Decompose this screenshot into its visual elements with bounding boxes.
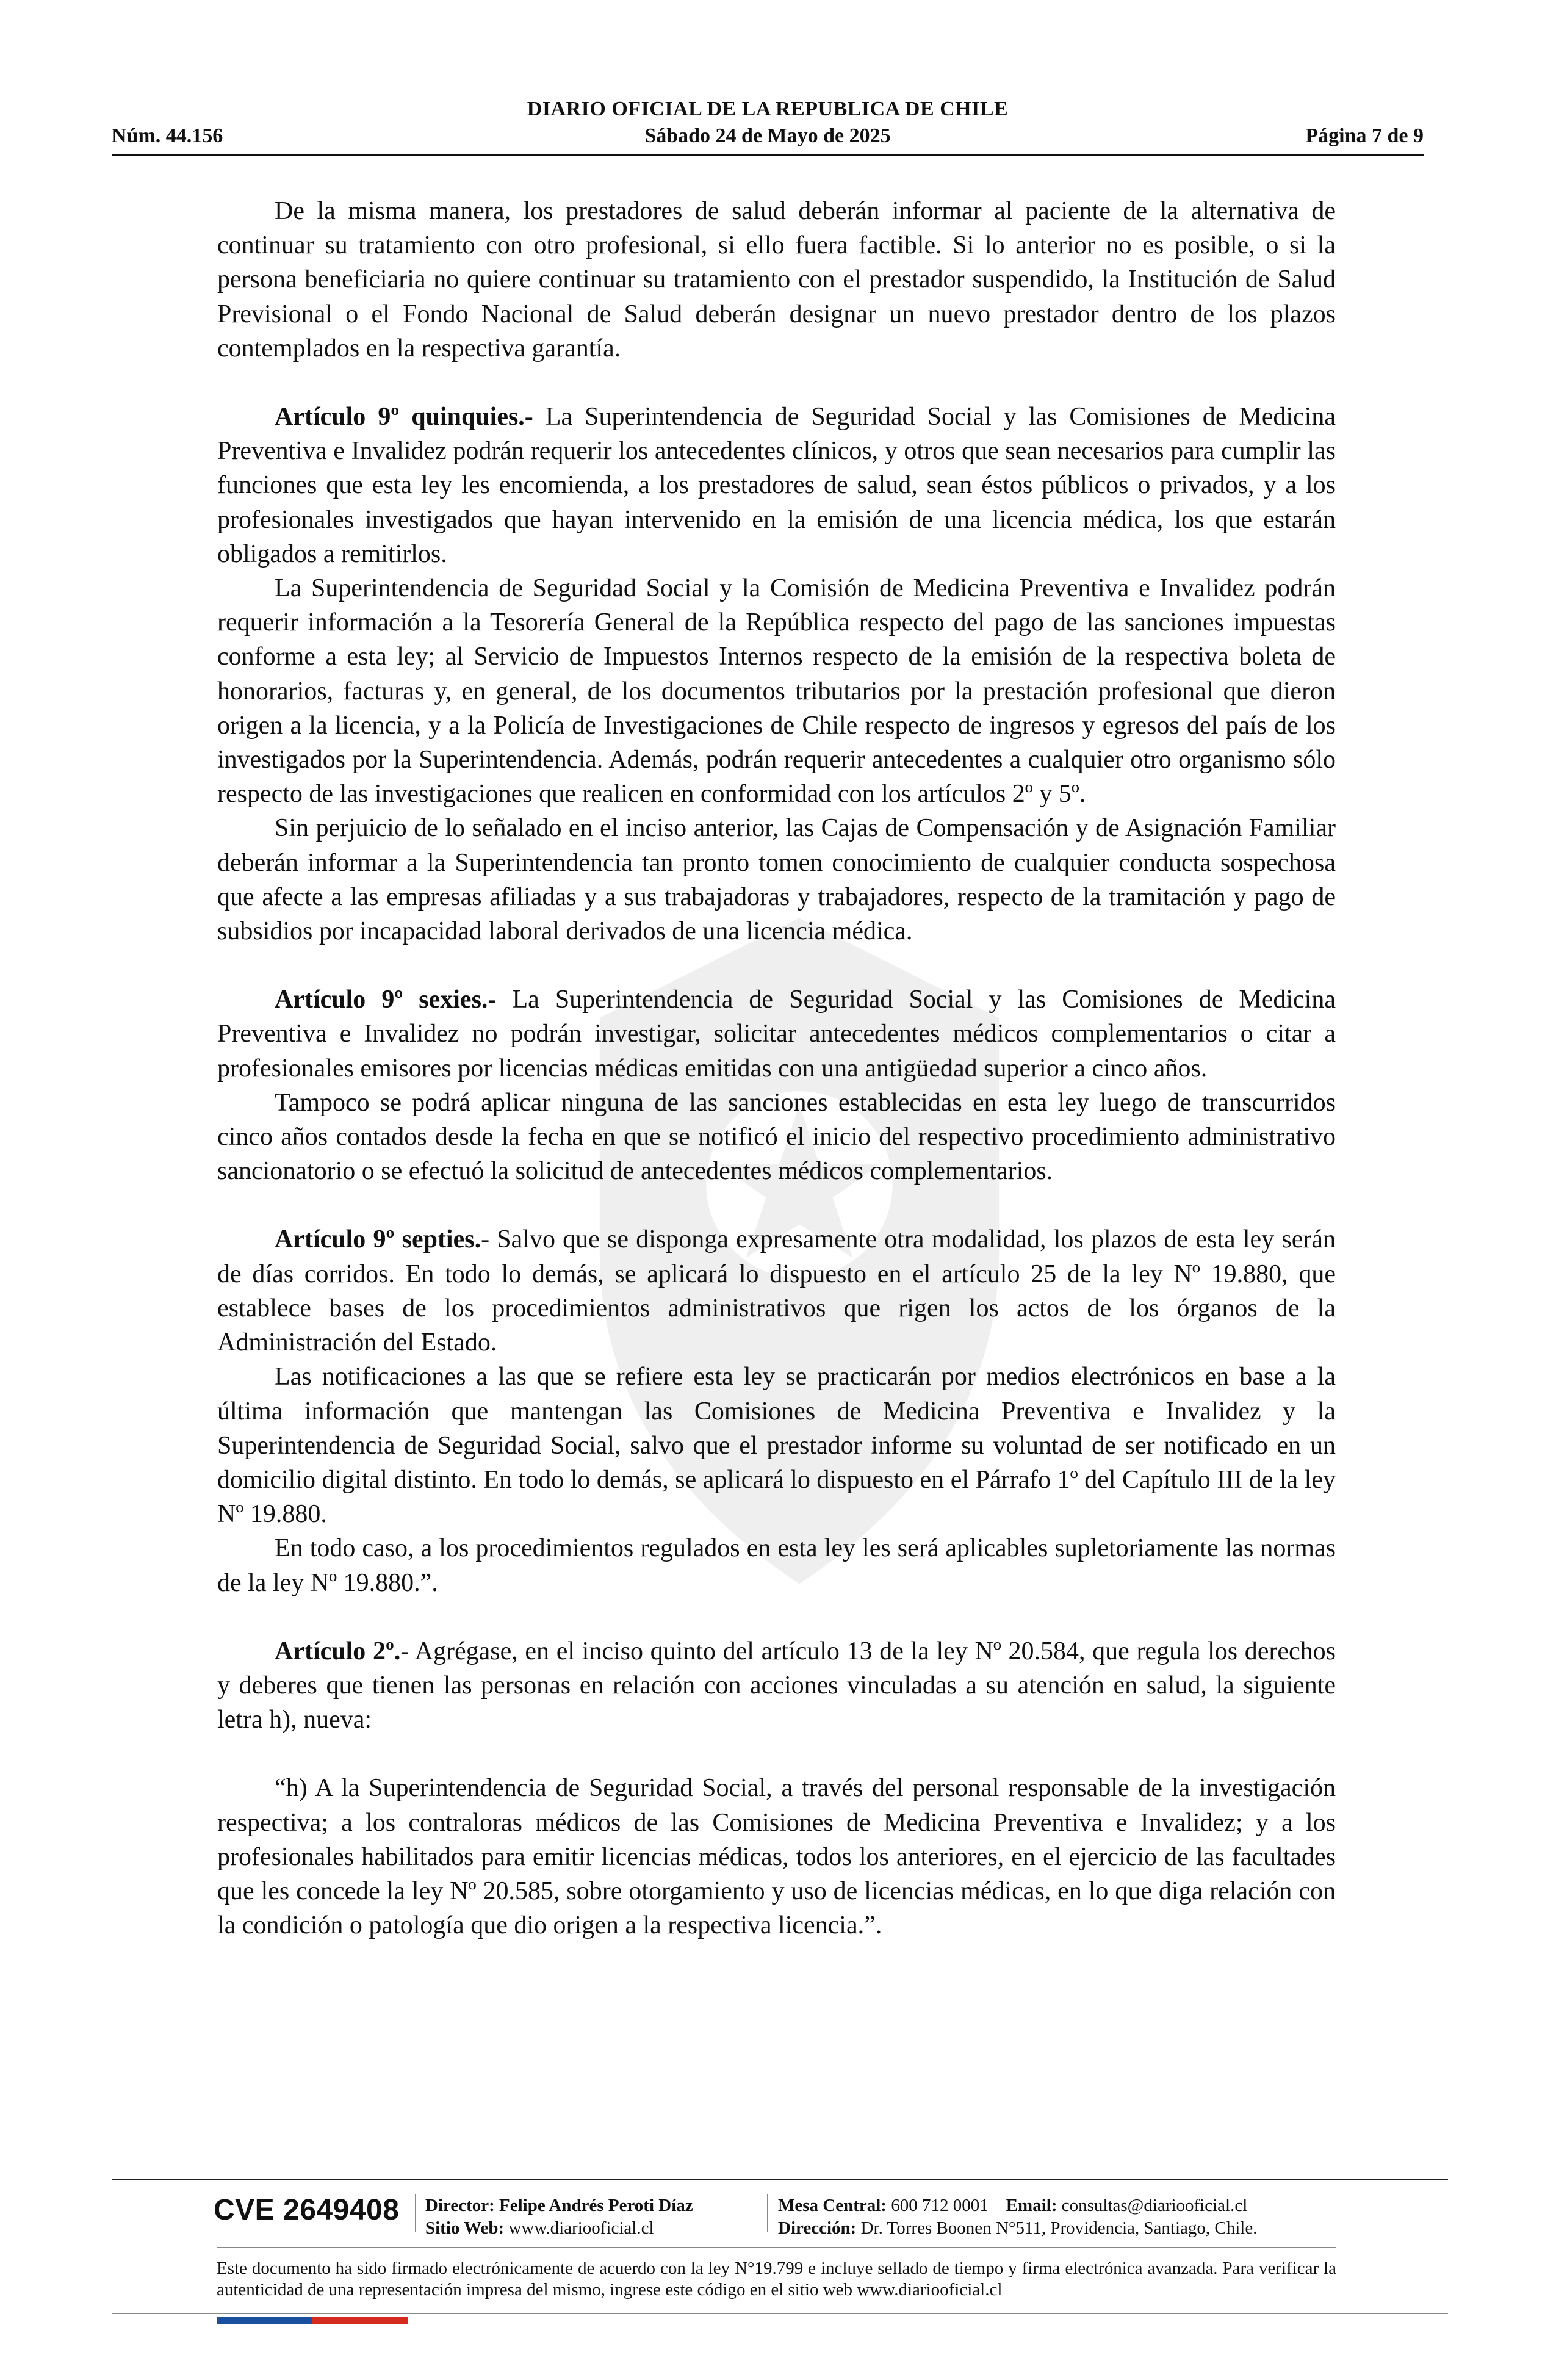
document-body <box>217 194 1336 1942</box>
signature-notice: Este documento ha sido firmado electrónicamente de acuerdo con la ley N°19.799 e incluye sellado de tiempo y firma electrónica avanzada. Para verificar la autenticidad de una representación impresa del mismo, ingrese este código en el sitio web www.diariooficial.cl <box>217 2259 1336 2299</box>
paragraph: Sin perjuicio de lo señalado en el inciso anterior, las Cajas de Compensación y de Asignación Familiar deberán informar a la Superintendencia tan pronto tomen conocimiento de cualquier conducta sospechosa que afecte a las empresas afiliadas y a sus trabajadoras y trabajadores, respecto de la tramitación y pago de subsidios por incapacidad laboral derivados de una licencia médica. <box>217 814 1336 946</box>
flag-stripe-red <box>312 2317 408 2324</box>
article-heading: Artículo 9º quinquies.- <box>275 403 533 431</box>
director-name: Felipe Andrés Peroti Díaz <box>499 2196 693 2215</box>
page-header <box>112 93 1424 154</box>
cve-code: CVE 2649408 <box>214 2194 400 2226</box>
article-paragraph: Artículo 9º sexies.- La Superintendencia de Seguridad Social y las Comisiones de Medicina Preventiva e Invalidez no podrán investigar, solicitar antecedentes médicos complementarios o citar a profesionales emisores por licencias médicas emitidas con una antigüedad superior a cinco años. <box>217 986 1336 1083</box>
footer-bottom-divider <box>112 2313 1448 2314</box>
paragraph: En todo caso, a los procedimientos regulados en esta ley les será aplicables supletoriamente las normas de la ley Nº 19.880.”. <box>217 1534 1336 1597</box>
site-link[interactable]: www.diariooficial.cl <box>508 2218 654 2238</box>
director-label: Director: <box>425 2196 495 2215</box>
issue-number: Núm. 44.156 <box>112 124 223 147</box>
footer-thin-divider <box>217 2247 1336 2248</box>
address-label: Dirección: <box>778 2218 857 2238</box>
article-heading: Artículo 9º sexies.- <box>275 986 497 1014</box>
header-divider <box>112 154 1424 156</box>
page-indicator: Página 7 de 9 <box>1305 124 1424 147</box>
email-label: Email: <box>1006 2196 1057 2215</box>
site-label: Sitio Web: <box>425 2218 505 2238</box>
footer-director-block <box>425 2194 693 2240</box>
issue-date: Sábado 24 de Mayo de 2025 <box>644 124 891 147</box>
mesa-label: Mesa Central: <box>778 2196 887 2215</box>
article-paragraph: Artículo 9º septies.- Salvo que se disponga expresamente otra modalidad, los plazos de esta ley serán de días corridos. En todo lo demás, se aplicará lo dispuesto en el artículo 25 de la ley Nº 19.880, que establece bases de los procedimientos administrativos que rigen los actos de los órganos de la Administración del Estado. <box>217 1225 1336 1357</box>
article-heading: Artículo 9º septies.- <box>275 1225 490 1254</box>
footer-separator <box>415 2194 416 2232</box>
mesa-phone: 600 712 0001 <box>891 2196 989 2215</box>
address-value: Dr. Torres Boonen N°511, Providencia, Santiago, Chile. <box>860 2218 1258 2238</box>
email-link[interactable]: consultas@diariooficial.cl <box>1061 2196 1248 2215</box>
paragraph: Tampoco se podrá aplicar ninguna de las sanciones establecidas en esta ley luego de transcurridos cinco años contados desde la fecha en que se notificó el inicio del respectivo procedimiento administrativo sancionatorio o se efectuó la solicitud de antecedentes médicos complementarios. <box>217 1088 1336 1186</box>
article-heading: Artículo 2º.- <box>275 1637 409 1665</box>
footer-divider <box>112 2179 1448 2180</box>
flag-stripe-blue <box>217 2317 312 2324</box>
paragraph: La Superintendencia de Seguridad Social y la Comisión de Medicina Preventiva e Invalidez podrán requerir información a la Tesorería General de la República respecto del pago de las sanciones impuestas conforme a esta ley; al Servicio de Impuestos Internos respecto de la emisión de la respectiva boleta de honorarios, facturas y, en general, de los documentos tributarios por la prestación profesional que dieron origen a la licencia, y a la Policía de Investigaciones de Chile respecto de ingresos y egresos del país de los investigados por la Superintendencia. Además, podrán requerir antecedentes a cualquier otro organismo sólo respecto de las investigaciones que realicen en conformidad con los artículos 2º y 5º. <box>217 574 1336 809</box>
paragraph: Las notificaciones a las que se refiere esta ley se practicarán por medios electrónicos en base a la última información que mantengan las Comisiones de Medicina Preventiva e Invalidez y la Superintendencia de Seguridad Social, salvo que el prestador informe su voluntad de ser notificado en un domicilio digital distinto. En todo lo demás, se aplicará lo dispuesto en el Párrafo 1º del Capítulo III de la ley Nº 19.880. <box>217 1363 1336 1529</box>
footer-contact-block <box>778 2194 1257 2240</box>
article-paragraph: Artículo 9º quinquies.- La Superintendencia de Seguridad Social y las Comisiones de Medicina Preventiva e Invalidez podrán requerir los antecedentes clínicos, y otros que sean necesarios para cumplir las funciones que esta ley les encomienda, a los prestadores de salud, sean éstos públicos o privados, y a los profesionales investigados que hayan intervenido en la emisión de una licencia médica, los que estarán obligados a remitirlos. <box>217 403 1336 568</box>
publication-title: DIARIO OFICIAL DE LA REPUBLICA DE CHILE <box>527 98 1009 120</box>
quoted-paragraph: “h) A la Superintendencia de Seguridad Social, a través del personal responsable de la investigación respectiva; a los contraloras médicos de las Comisiones de Medicina Preventiva e Invalidez; y a los profesionales habilitados para emitir licencias médicas, todos los anteriores, en el ejercicio de las facultades que les concede la ley Nº 20.585, sobre otorgamiento y uso de licencias médicas, en lo que diga relación con la condición o patología que dio origen a la respectiva licencia.”. <box>217 1774 1336 1940</box>
paragraph: De la misma manera, los prestadores de salud deberán informar al paciente de la alternativa de continuar su tratamiento con otro profesional, si ello fuera factible. Si lo anterior no es posible, o si la persona beneficiaria no quiere continuar su tratamiento con el prestador suspendido, la Institución de Salud Previsional o el Fondo Nacional de Salud deberán designar un nuevo prestador dentro de los plazos contemplados en la respectiva garantía. <box>217 197 1336 362</box>
article-paragraph: Artículo 2º.- Agrégase, en el inciso quinto del artículo 13 de la ley Nº 20.584, que regula los derechos y deberes que tienen las personas en relación con acciones vinculadas a su atención en salud, la siguiente letra h), nueva: <box>217 1637 1336 1734</box>
footer-separator <box>767 2194 768 2232</box>
